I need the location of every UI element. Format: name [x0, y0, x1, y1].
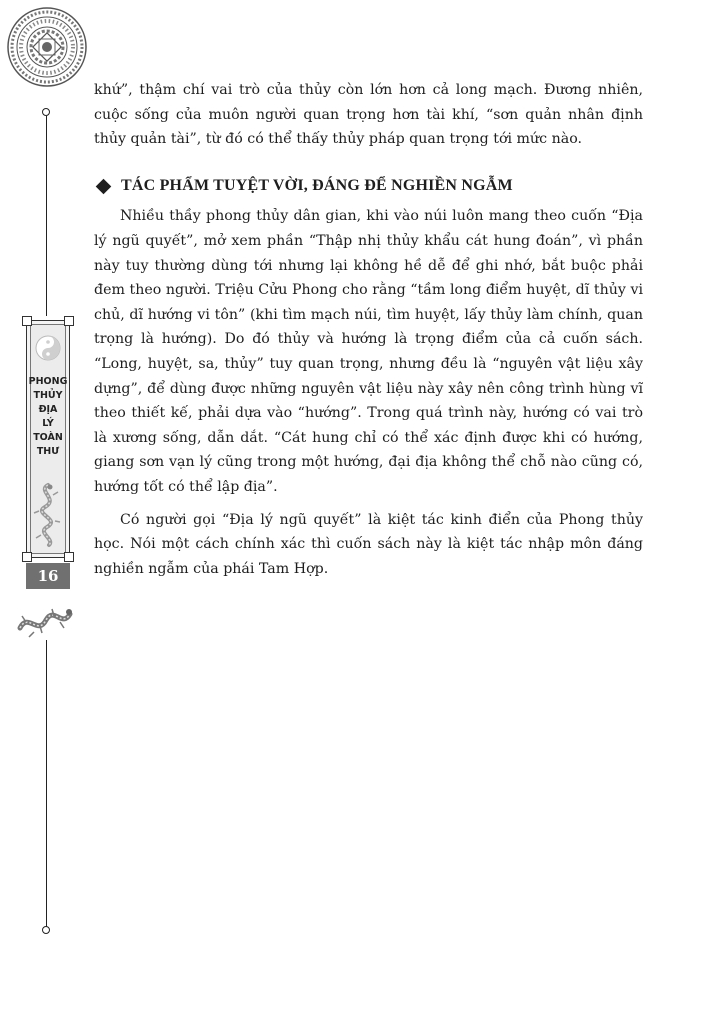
paragraph: khứ”, thậm chí vai trò của thủy còn lớn hơn cả long mạch. Đương nhiên, cuộc sống của muôn người quan trọng hơn tài khí, “sơn quản nhân định thủy quản tài”, từ đó có thể thấy thủy pháp quan trọng tới mức nào.: [94, 82, 643, 148]
diamond-bullet-icon: [96, 178, 112, 194]
dragon-ornament-icon: [14, 598, 76, 642]
dragon-icon: [31, 481, 65, 549]
banner-line: THƯ: [36, 446, 60, 457]
article-body: [94, 78, 643, 581]
yin-yang-icon: [35, 335, 61, 361]
banner-corner: [22, 316, 32, 326]
banner-line: THỦY: [33, 390, 63, 401]
banner-line: ĐỊA: [38, 404, 58, 415]
ornamental-seal-icon: [6, 6, 88, 88]
banner-line: LÝ: [42, 418, 54, 429]
banner-line: TOÀN: [33, 432, 63, 443]
book-title-banner: [26, 320, 70, 558]
page-number: 16: [26, 563, 70, 589]
banner-title: [27, 375, 69, 459]
section-heading: [94, 174, 643, 199]
rail-top-dot: [42, 108, 50, 116]
rail-line-top: [46, 116, 47, 316]
paragraph: Có người gọi “Địa lý ngũ quyết” là kiệt tác kinh điển của Phong thủy học. Nói một cách chính xác thì cuốn sách này là kiệt tác nhập môn đáng nghiền ngẫm của phái Tam Hợp.: [94, 511, 643, 577]
banner-line: PHONG: [28, 376, 68, 387]
banner-corner: [64, 316, 74, 326]
banner-corner: [64, 552, 74, 562]
rail-bottom-dot: [42, 926, 50, 934]
paragraph: Nhiều thầy phong thủy dân gian, khi vào núi luôn mang theo cuốn “Địa lý ngũ quyết”, mở xem phần “Thập nhị thủy khẩu cát hung đoán”, vì phần này tuy thường dùng tới nhưng lại không hề dễ để ghi nhớ, bắt buộc phải đem theo người. Triệu Cửu Phong cho rằng “tầm long điểm huyệt, dĩ thủy vi chủ, dĩ hướng vi tôn” (khi tìm mạch núi, tìm huyệt, lấy thủy làm chính, quan trọng là hướng). Do đó thủy và hướng là trọng điểm của cả cuốn sách. “Long, huyệt, sa, thủy” tuy quan trọng, nhưng đều là “nguyên vật liệu xây dựng”, để dùng được những nguyên vật liệu này xây nên công trình hùng vĩ theo thiết kế, phải dựa vào “hướng”. Trong quá trình này, hướng có vai trò là xương sống, dẫn dắt. “Cát hung chỉ có thể xác định được khi có hướng, giang sơn vạn lý cũng trong một hướng, đại địa không thể chỗ nào cũng có, hướng tốt có thể lập địa”.: [94, 208, 643, 495]
banner-corner: [22, 552, 32, 562]
rail-line-bottom: [46, 640, 47, 930]
section-heading-text: TÁC PHẨM TUYỆT VỜI, ĐÁNG ĐỂ NGHIỀN NGẪM: [121, 176, 513, 194]
